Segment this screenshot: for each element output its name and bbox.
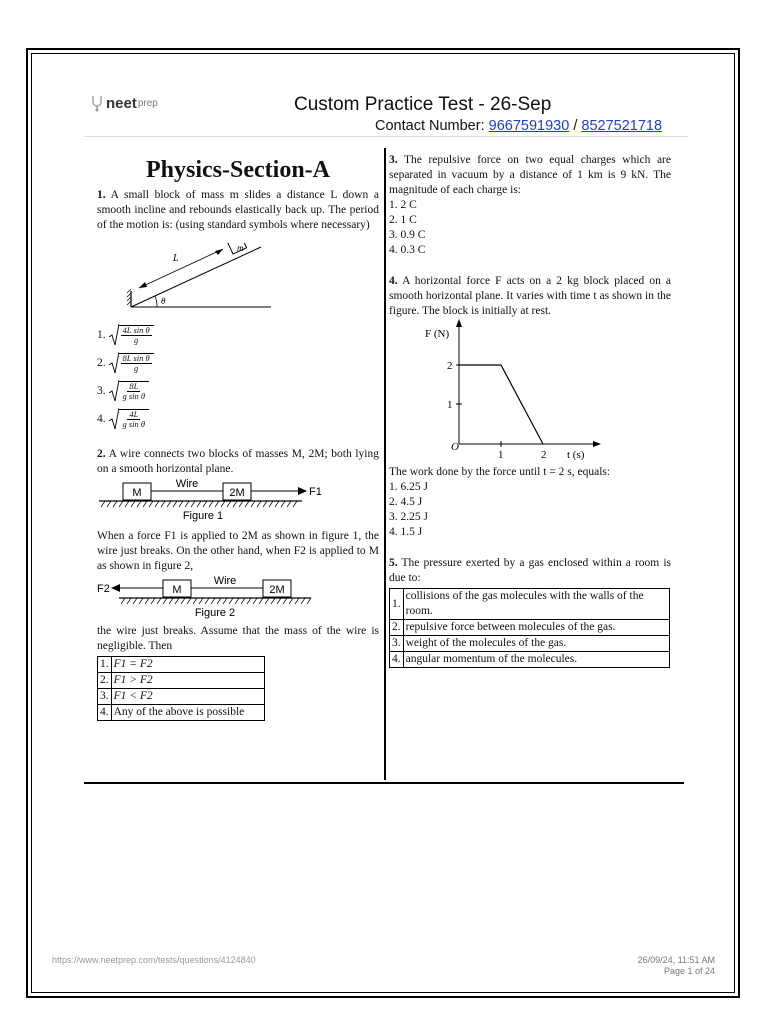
q2-options-table <box>97 656 265 721</box>
graph-y-tick-1: 1 <box>447 399 453 411</box>
q2-option[interactable] <box>98 673 265 689</box>
test-title: Custom Practice Test - 26-Sep <box>294 94 552 115</box>
q2-option[interactable] <box>98 689 265 705</box>
figure-1-caption: Figure 1 <box>182 510 224 522</box>
q3-text: The repulsive force on two equal charges which are separated in vacuum by a distance of 1 km is 9 kN. The magnitude of each charge is: <box>389 154 671 196</box>
q4-option[interactable]: 3. 2.25 J <box>389 511 428 523</box>
footer-page: Page 1 of 24 <box>663 966 715 976</box>
option-text: F1 > F2 <box>111 673 264 689</box>
q5-option[interactable] <box>390 652 670 668</box>
q3-number: 3. <box>389 154 398 166</box>
q1-option[interactable] <box>97 405 379 433</box>
q1-option[interactable] <box>97 349 379 377</box>
q2-text: A wire connects two blocks of masses M, 2M; both lying on a smooth horizontal plane. <box>97 448 379 475</box>
option-number: 1. <box>97 328 106 341</box>
q2-text-2: When a force F1 is applied to 2M as shown in figure 1, the wire just breaks. On the other hand, when F2 is applied to M as shown in figure 2, <box>97 530 379 572</box>
q4-option[interactable]: 2. 4.5 J <box>389 496 423 508</box>
phone-link-2[interactable]: 8527521718 <box>581 118 663 134</box>
footer-meta <box>638 955 715 977</box>
option-numerator: 8L <box>129 381 139 391</box>
graph-origin: O <box>451 441 459 453</box>
option-numerator: 8L sin θ <box>122 353 150 363</box>
incline-figure <box>125 243 305 319</box>
logo-sub-text: prep <box>137 97 158 109</box>
force-F1: F1 <box>309 486 322 498</box>
q1-options <box>97 321 379 433</box>
block-2M-2: 2M <box>269 584 285 596</box>
graph-x-tick-2: 2 <box>541 449 547 461</box>
force-F2: F2 <box>97 583 110 595</box>
wire-figure-1 <box>97 477 327 525</box>
option-text: Any of the above is possible <box>111 705 264 721</box>
phone-link-1[interactable]: 9667591930 <box>488 118 570 134</box>
graph-x-label: t (s) <box>567 449 585 461</box>
graph-y-tick-2: 2 <box>447 360 453 372</box>
contact-line <box>375 118 662 134</box>
q3-option[interactable]: 2. 1 C <box>389 214 417 226</box>
option-numerator: 4L <box>129 409 139 419</box>
wire-figure-2 <box>97 574 327 622</box>
option-denominator: g sin θ <box>122 419 146 429</box>
option-number: 3. <box>98 689 112 705</box>
question-5 <box>389 556 671 586</box>
option-denominator: g <box>133 363 139 373</box>
question-3 <box>389 153 671 198</box>
graph-y-label: F (N) <box>425 328 450 340</box>
q5-option[interactable] <box>390 589 670 620</box>
q2-text-3: the wire just breaks. Assume that the mass of the wire is negligible. Then <box>97 625 379 652</box>
option-number: 2. <box>97 356 106 369</box>
header-divider <box>84 136 688 137</box>
sqrt-icon <box>109 407 119 431</box>
logo-main-text: neet <box>106 94 137 112</box>
column-divider <box>384 148 386 780</box>
force-line <box>459 365 543 444</box>
q4-question: The work done by the force until t = 2 s, equals: <box>389 466 611 478</box>
question-4 <box>389 274 671 319</box>
wire-label: Wire <box>175 478 199 490</box>
q5-option[interactable] <box>390 636 670 652</box>
figure-2-caption: Figure 2 <box>194 607 236 619</box>
neetprep-logo <box>90 94 158 112</box>
q4-options <box>389 480 671 540</box>
q4-option[interactable]: 1. 6.25 J <box>389 481 428 493</box>
question-2 <box>97 447 379 477</box>
section-title: Physics-Section-A <box>146 157 330 183</box>
contact-label: Contact Number: <box>375 118 485 134</box>
q4-text: A horizontal force F acts on a 2 kg block placed on a smooth horizontal plane. It varies with time t as shown in the figure. The block is initially at rest. <box>389 275 671 317</box>
q4-number: 4. <box>389 275 398 287</box>
q2-number: 2. <box>97 448 106 460</box>
question-1 <box>97 188 379 233</box>
q2-option[interactable] <box>98 657 265 673</box>
bottom-divider <box>84 782 684 784</box>
option-text: repulsive force between molecules of the gas. <box>403 620 669 636</box>
q1-option[interactable] <box>97 321 379 349</box>
wire-label-2: Wire <box>213 575 237 587</box>
fig-L-label: L <box>173 253 179 264</box>
option-text: collisions of the gas molecules with the walls of the room. <box>403 589 669 620</box>
option-number: 3. <box>390 636 404 652</box>
stethoscope-icon <box>90 94 106 112</box>
sqrt-icon <box>109 323 119 347</box>
option-number: 1. <box>98 657 112 673</box>
q1-text: A small block of mass m slides a distance L down a smooth incline and rebounds elastically back up. The period of the motion is: (using standard symbols where necessary) <box>97 189 379 231</box>
sqrt-icon <box>109 379 119 403</box>
footer-url[interactable]: https://www.neetprep.com/tests/questions/4124840 <box>52 955 256 965</box>
block-M: M <box>132 487 142 499</box>
option-numerator: 4L sin θ <box>122 325 150 335</box>
q3-option[interactable]: 4. 0.3 C <box>389 244 426 256</box>
option-number: 1. <box>390 589 404 620</box>
option-text: F1 = F2 <box>111 657 264 673</box>
q5-text: The pressure exerted by a gas enclosed within a room is due to: <box>389 557 671 584</box>
force-time-graph <box>419 319 639 461</box>
phone-separator: / <box>573 118 578 134</box>
q5-option[interactable] <box>390 620 670 636</box>
option-number: 3. <box>97 384 106 397</box>
option-number: 4. <box>97 412 106 425</box>
option-text: F1 < F2 <box>111 689 264 705</box>
sqrt-icon <box>109 351 119 375</box>
q3-option[interactable]: 3. 0.9 C <box>389 229 426 241</box>
q2-option[interactable] <box>98 705 265 721</box>
fig-mass-label: m <box>237 243 244 253</box>
fig-theta-label: θ <box>161 296 166 306</box>
option-number: 4. <box>390 652 404 668</box>
q5-number: 5. <box>389 557 398 569</box>
block-2M: 2M <box>229 487 245 499</box>
right-column <box>389 153 671 668</box>
option-denominator: g <box>133 335 139 345</box>
q1-number: 1. <box>97 189 106 201</box>
option-number: 2. <box>390 620 404 636</box>
block-M-2: M <box>172 584 182 596</box>
q4-option[interactable]: 4. 1.5 J <box>389 526 423 538</box>
option-number: 4. <box>98 705 112 721</box>
option-text: angular momentum of the molecules. <box>403 652 669 668</box>
q1-option[interactable] <box>97 377 379 405</box>
footer-datetime: 26/09/24, 11:51 AM <box>637 955 715 965</box>
option-text: weight of the molecules of the gas. <box>403 636 669 652</box>
q3-options <box>389 198 671 258</box>
option-denominator: g sin θ <box>122 391 146 401</box>
graph-x-tick-1: 1 <box>498 449 504 461</box>
q5-options-table <box>389 588 670 668</box>
option-number: 2. <box>98 673 112 689</box>
left-column <box>97 150 379 721</box>
q3-option[interactable]: 1. 2 C <box>389 199 417 211</box>
